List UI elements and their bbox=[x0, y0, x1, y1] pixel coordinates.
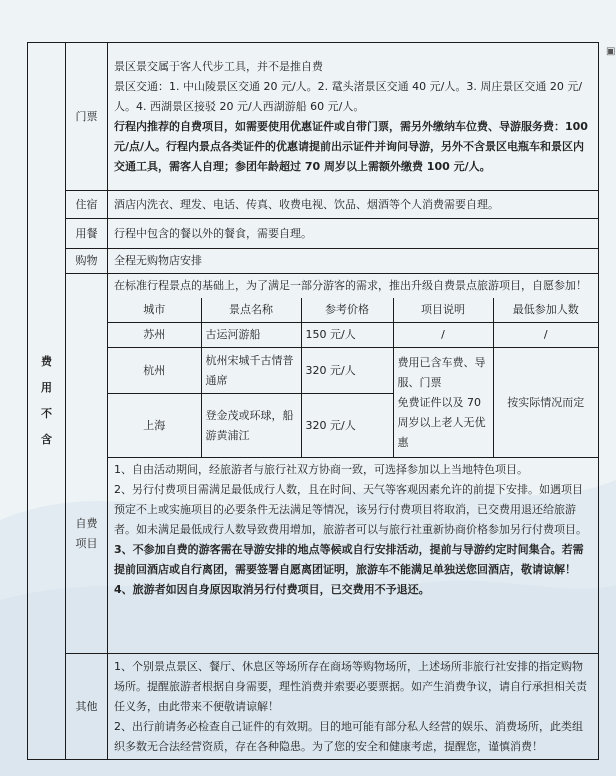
section-label-fees-excluded: 费 用 不 含 bbox=[28, 43, 66, 760]
header-price: 参考价格 bbox=[301, 298, 393, 323]
other-content: 1、个别景点景区、餐厅、休息区等场所存在商场等购物场所，上述场所非旅行社安排的指定购物场所。提醒旅游者根据自身需要，理性消费并索要必要票据。如产生消费争议，请自行承担相关责任义务，由此带来不便敬请谅解！ 2、出行前请务必检查自己证件的有效期。目的地可能有部分私人经营的娱乐、消费场所，此类组织多数无合法经营资质，存在各种隐患。为了您的安全和健康考虑，提醒您，谨慎消费！ bbox=[108, 654, 599, 760]
row-label-tickets: 门票 bbox=[66, 43, 108, 191]
table-row: 上海 登金茂或环球，船游黄浦江 320 元/人 bbox=[108, 394, 598, 458]
row-label-other: 其他 bbox=[66, 654, 108, 760]
tickets-line1: 景区景交属于客人代步工具，并不是推自费 bbox=[114, 59, 323, 73]
optional-content bbox=[108, 274, 599, 654]
header-city: 城市 bbox=[108, 298, 201, 323]
table-row: 苏州 古运河游船 150 元/人 / / bbox=[108, 323, 598, 348]
optional-intro: 在标准行程景点的基础上，为了满足一部分游客的需求，推出升级自费景点旅游项目，自愿参加！ bbox=[114, 279, 587, 292]
header-min: 最低参加人数 bbox=[493, 298, 598, 323]
side-toolbar-icon[interactable]: ▣ bbox=[606, 46, 616, 57]
tickets-content bbox=[108, 43, 599, 191]
fee-exclusion-table bbox=[27, 42, 599, 760]
tickets-bold-note: 行程内推荐的自费项目，如需要使用优惠证件或自带门票，需另外缴纳车位费、导游服务费：100 元/点/人。行程内景点各类证件的优惠请提前出示证件并询问导游，另外不含景区电瓶车和景区内交通工具，需客人自理；参团年龄超过 70 周岁以上需额外缴费 100 元/人。 bbox=[114, 119, 588, 173]
shopping-content: 全程无购物店安排 bbox=[108, 249, 599, 274]
header-desc: 项目说明 bbox=[393, 298, 493, 323]
row-label-lodging: 住宿 bbox=[66, 191, 108, 219]
header-name: 景点名称 bbox=[201, 298, 301, 323]
row-label-meals: 用餐 bbox=[66, 219, 108, 249]
optional-items-table bbox=[108, 298, 598, 458]
table-row: 杭州 杭州宋城千古情普通席 320 元/人 费用已含车费、导服、门票 免费证件以及 70 周岁以上老人无优惠 按实际情况而定 bbox=[108, 348, 598, 394]
shared-min: 按实际情况而定 bbox=[493, 348, 598, 458]
lodging-content: 酒店内洗衣、理发、电话、传真、收费电视、饮品、烟酒等个人消费需要自理。 bbox=[108, 191, 599, 219]
meals-content: 行程中包含的餐以外的餐食，需要自理。 bbox=[108, 219, 599, 249]
row-label-optional: 自费 项目 bbox=[66, 274, 108, 654]
tickets-line2: 景区交通：1. 中山陵景区交通 20 元/人。2. 鼋头渚景区交通 40 元/人。3. 周庄景区交通 20 元/人。4. 西湖景区接驳 20 元/人西湖游船 60 元/人。 bbox=[114, 79, 583, 113]
optional-notes: 1、自由活动期间，经旅游者与旅行社双方协商一致，可选择参加以上当地特色项目。 2、另行付费项目需满足最低成行人数，且在时间、天气等客观因素允许的前提下安排。如遇项目预定不上或实施项目的必要条件无法满足等情况，该另行付费项目将取消，已交费用退还给旅游者。如未满足最低成行人数导致费用增加，旅游者可以与旅行社重新协商价格参加另行付费项目。 3、不参加自费的游客需在导游安排的地点等候或自行安排活动，提前与导游约定时间集合。若需提前回酒店或自行离团，需要签署自愿离团证明，旅游车不能满足单独送您回酒店，敬请谅解！ 4、旅游者如因自身原因取消另行付费项目，已交费用不予退还。 bbox=[114, 463, 587, 596]
shared-desc: 费用已含车费、导服、门票 免费证件以及 70 周岁以上老人无优惠 bbox=[393, 348, 493, 458]
row-label-shopping: 购物 bbox=[66, 249, 108, 274]
